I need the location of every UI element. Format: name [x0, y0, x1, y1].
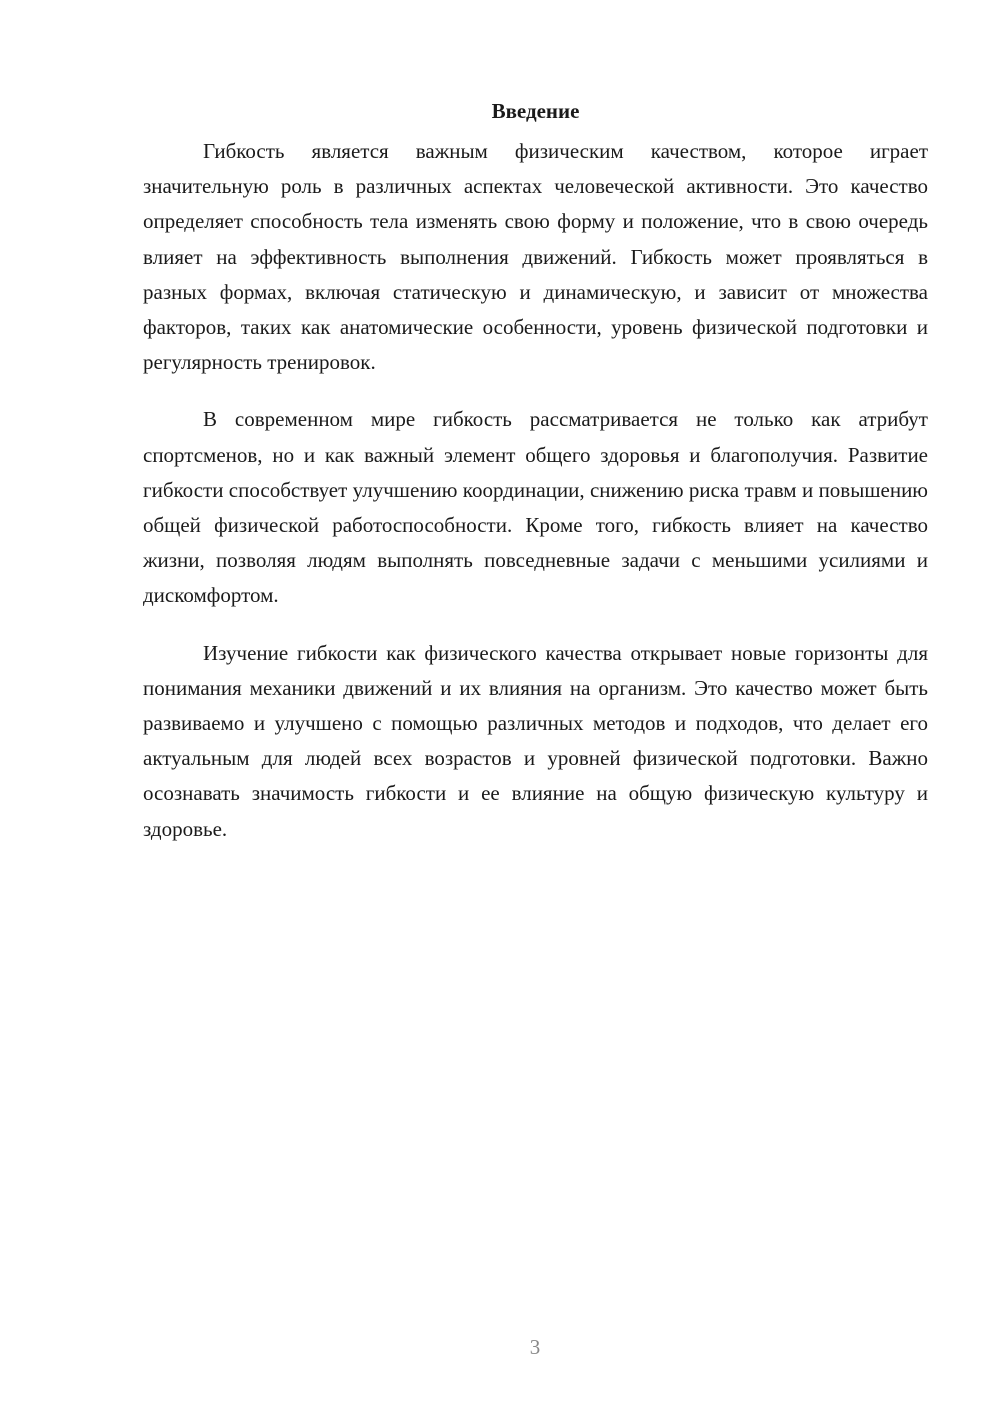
- page-number: 3: [529, 1335, 541, 1359]
- paragraph-2: В современном мире гибкость рассматривается не только как атрибут спортсменов, но и как важный элемент общего здоровья и благополучия. Развитие гибкости способствует улучшению координации, снижению риска травм и повышению общей физической работоспособности. Кроме того, гибкость влияет на качество жизни, позволяя людям выполнять повседневные задачи с меньшими усилиями и дискомфортом.: [143, 407, 928, 608]
- section-heading: Введение: [491, 99, 580, 123]
- paragraph-1: Гибкость является важным физическим качеством, которое играет значительную роль в различных аспектах человеческой активности. Это качество определяет способность тела изменять свою форму и положение, что в свою очередь влияет на эффективность выполнения движений. Гибкость может проявляться в разных формах, включая статическую и динамическую, и зависит от множества факторов, таких как анатомические особенности, уровень физической подготовки и регулярность тренировок.: [143, 139, 928, 375]
- paragraph-3: Изучение гибкости как физического качества открывает новые горизонты для понимания механики движений и их влияния на организм. Это качество может быть развиваемо и улучшено с помощью различных методов и подходов, что делает его актуальным для людей всех возрастов и уровней физической подготовки. Важно осознавать значимость гибкости и ее влияние на общую физическую культуру и здоровье.: [143, 640, 928, 841]
- page-content: [143, 94, 928, 869]
